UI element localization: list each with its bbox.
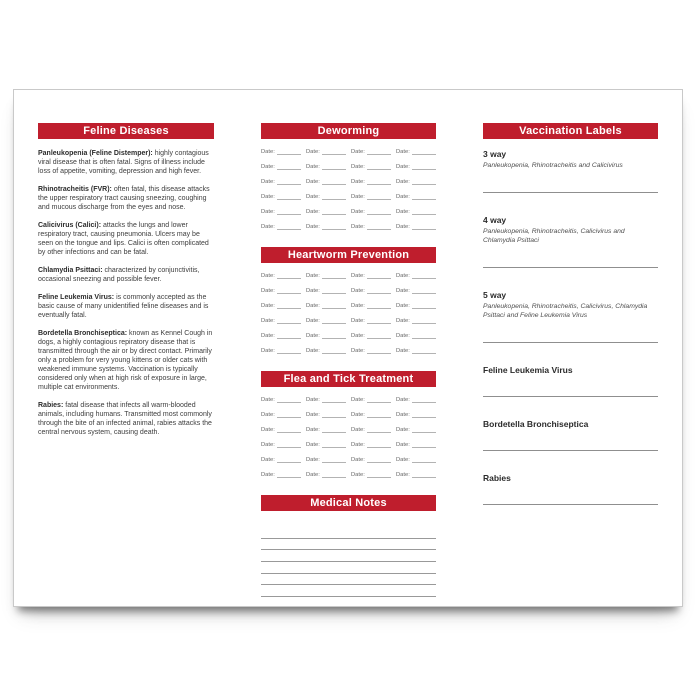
date-blank-line (277, 169, 301, 170)
date-field (306, 158, 346, 173)
date-field (351, 406, 391, 421)
date-label: Date: (396, 273, 410, 279)
date-blank-line (322, 323, 346, 324)
date-label: Date: (396, 412, 410, 418)
date-field (396, 421, 436, 436)
date-label: Date: (306, 333, 320, 339)
date-grid (261, 267, 436, 357)
disease-term: Feline Leukemia Virus: (38, 294, 115, 301)
date-blank-line (277, 432, 301, 433)
date-label: Date: (396, 472, 410, 478)
date-blank-line (277, 462, 301, 463)
vaccine-entry (483, 343, 658, 397)
date-field (261, 173, 301, 188)
date-label: Date: (306, 179, 320, 185)
date-field (351, 173, 391, 188)
date-field (351, 436, 391, 451)
date-blank-line (367, 432, 391, 433)
vaccine-entry (483, 268, 658, 343)
section-flea-and-tick-treatment (261, 371, 436, 481)
date-blank-line (367, 229, 391, 230)
date-blank-line (412, 323, 436, 324)
date-field (306, 297, 346, 312)
disease-description: often fatal, this disease attacks the upper respiratory tract causing sneezing, coughing and mucous discharge from the eyes and nose. (38, 186, 210, 211)
vaccine-description: Panleukopenia, Rhinotracheitis, Calicivirus and Chlamydia Psittaci (483, 228, 625, 244)
date-field (261, 436, 301, 451)
disease-description: fatal disease that infects all warm-blooded animals, including humans. Transmitted most commonly through the bite of an infected animal, rabies attacks the central nervous system, causing death. (38, 402, 212, 436)
date-label: Date: (396, 397, 410, 403)
vaccine-title: 5 way (483, 290, 507, 300)
date-blank-line (322, 169, 346, 170)
date-label: Date: (261, 209, 275, 215)
vaccine-title: Feline Leukemia Virus (483, 365, 573, 375)
date-grid (261, 391, 436, 481)
date-field (306, 173, 346, 188)
date-label: Date: (396, 224, 410, 230)
date-label: Date: (351, 318, 365, 324)
date-blank-line (412, 462, 436, 463)
date-label: Date: (306, 149, 320, 155)
disease-term: Calicivirus (Calici): (38, 222, 102, 229)
date-label: Date: (261, 442, 275, 448)
vaccine-entry (483, 397, 658, 451)
section-header: Flea and Tick Treatment (261, 371, 436, 387)
date-blank-line (367, 323, 391, 324)
date-label: Date: (396, 194, 410, 200)
date-blank-line (412, 447, 436, 448)
date-blank-line (367, 447, 391, 448)
date-field (261, 421, 301, 436)
date-blank-line (367, 417, 391, 418)
date-blank-line (412, 308, 436, 309)
date-blank-line (277, 447, 301, 448)
date-blank-line (367, 462, 391, 463)
date-label: Date: (261, 318, 275, 324)
vaccine-entry (483, 451, 658, 505)
date-field (351, 327, 391, 342)
date-blank-line (367, 308, 391, 309)
date-label: Date: (261, 194, 275, 200)
date-field (351, 143, 391, 158)
date-field (261, 218, 301, 233)
date-label: Date: (351, 412, 365, 418)
date-field (396, 391, 436, 406)
date-field (261, 297, 301, 312)
disease-description: known as Kennel Cough in dogs, a highly contagious repiratory disease that is transmitted through the air or by direct contact. Primarily only a problem for very young kittens or older cats with weakened immune systems. Vaccination is typically considered only when at high risk of exposure in large, multiple cat environments. (38, 330, 213, 391)
date-field (306, 421, 346, 436)
date-field (396, 267, 436, 282)
section-medical-notes (261, 495, 436, 597)
date-blank-line (367, 293, 391, 294)
date-label: Date: (396, 318, 410, 324)
date-field (351, 203, 391, 218)
date-field (306, 203, 346, 218)
date-field (261, 342, 301, 357)
date-label: Date: (261, 149, 275, 155)
date-blank-line (412, 432, 436, 433)
date-blank-line (277, 278, 301, 279)
date-blank-line (412, 477, 436, 478)
date-label: Date: (351, 457, 365, 463)
date-label: Date: (396, 209, 410, 215)
date-label: Date: (351, 194, 365, 200)
date-label: Date: (306, 318, 320, 324)
date-label: Date: (306, 457, 320, 463)
date-blank-line (412, 293, 436, 294)
date-label: Date: (261, 457, 275, 463)
date-label: Date: (306, 273, 320, 279)
date-field (351, 282, 391, 297)
vaccine-description: Panleukopenia, Rhinotracheitis and Calicivirus (483, 162, 623, 169)
date-blank-line (412, 169, 436, 170)
date-label: Date: (306, 472, 320, 478)
disease-term: Rhinotracheitis (FVR): (38, 186, 112, 193)
date-blank-line (412, 154, 436, 155)
disease-paragraph (38, 401, 214, 437)
disease-paragraph (38, 329, 214, 392)
section-header: Deworming (261, 123, 436, 139)
date-label: Date: (306, 442, 320, 448)
date-field (261, 282, 301, 297)
date-field (306, 218, 346, 233)
date-field (306, 327, 346, 342)
date-label: Date: (396, 427, 410, 433)
date-label: Date: (261, 273, 275, 279)
note-lines (261, 527, 436, 597)
date-field (396, 203, 436, 218)
date-label: Date: (351, 397, 365, 403)
document-sheet (13, 89, 683, 607)
date-blank-line (322, 432, 346, 433)
disease-term: Rabies: (38, 402, 64, 409)
date-label: Date: (351, 303, 365, 309)
date-field (396, 312, 436, 327)
date-label: Date: (351, 179, 365, 185)
date-blank-line (277, 199, 301, 200)
date-blank-line (322, 154, 346, 155)
disease-paragraph (38, 221, 214, 257)
date-label: Date: (396, 333, 410, 339)
date-blank-line (322, 278, 346, 279)
date-blank-line (277, 229, 301, 230)
disease-term: Bordetella Bronchiseptica: (38, 330, 128, 337)
date-field (261, 203, 301, 218)
date-field (396, 282, 436, 297)
note-blank-line (261, 539, 436, 551)
date-field (261, 312, 301, 327)
date-field (396, 218, 436, 233)
date-label: Date: (306, 412, 320, 418)
date-label: Date: (396, 303, 410, 309)
section-heartworm-prevention (261, 247, 436, 357)
date-label: Date: (351, 273, 365, 279)
date-label: Date: (306, 164, 320, 170)
date-field (351, 267, 391, 282)
date-blank-line (277, 338, 301, 339)
date-label: Date: (396, 179, 410, 185)
date-field (306, 436, 346, 451)
date-field (396, 406, 436, 421)
date-label: Date: (306, 209, 320, 215)
date-label: Date: (306, 427, 320, 433)
date-field (396, 451, 436, 466)
disease-description: highly contagious viral disease that is often fatal. Signs of illness include loss of appetite, vomiting, depression and high fever. (38, 150, 209, 175)
disease-description: characterized by conjunctivitis, occasional sneezing and possible fever. (38, 267, 200, 283)
date-blank-line (367, 214, 391, 215)
date-blank-line (412, 353, 436, 354)
date-label: Date: (261, 427, 275, 433)
date-label: Date: (306, 224, 320, 230)
disease-term: Chlamydia Psittaci: (38, 267, 103, 274)
disease-paragraph (38, 293, 214, 320)
date-blank-line (277, 184, 301, 185)
date-blank-line (277, 402, 301, 403)
date-blank-line (412, 229, 436, 230)
date-field (396, 436, 436, 451)
date-field (261, 451, 301, 466)
date-field (261, 327, 301, 342)
date-blank-line (277, 417, 301, 418)
date-label: Date: (351, 209, 365, 215)
date-blank-line (322, 477, 346, 478)
date-field (306, 466, 346, 481)
date-field (351, 451, 391, 466)
date-field (396, 188, 436, 203)
section-header: Medical Notes (261, 495, 436, 511)
date-blank-line (367, 338, 391, 339)
date-blank-line (277, 353, 301, 354)
date-label: Date: (351, 149, 365, 155)
date-field (396, 327, 436, 342)
date-label: Date: (351, 288, 365, 294)
date-label: Date: (396, 348, 410, 354)
date-blank-line (322, 338, 346, 339)
date-blank-line (322, 402, 346, 403)
vaccine-title: 4 way (483, 215, 507, 225)
date-field (306, 451, 346, 466)
date-field (306, 188, 346, 203)
date-field (261, 188, 301, 203)
date-label: Date: (306, 397, 320, 403)
date-field (396, 173, 436, 188)
disease-paragraph (38, 266, 214, 284)
date-blank-line (322, 184, 346, 185)
date-blank-line (277, 477, 301, 478)
date-blank-line (322, 214, 346, 215)
date-blank-line (412, 278, 436, 279)
date-field (351, 158, 391, 173)
disease-list (38, 149, 214, 437)
disease-paragraph (38, 185, 214, 212)
date-label: Date: (261, 224, 275, 230)
date-label: Date: (306, 288, 320, 294)
date-field (351, 312, 391, 327)
date-label: Date: (351, 472, 365, 478)
date-label: Date: (396, 149, 410, 155)
note-blank-line (261, 550, 436, 562)
date-field (306, 406, 346, 421)
vaccine-entry-list (483, 139, 658, 505)
date-field (396, 158, 436, 173)
date-label: Date: (351, 348, 365, 354)
date-blank-line (367, 353, 391, 354)
vaccine-entry (483, 193, 658, 268)
date-field (351, 342, 391, 357)
date-blank-line (367, 154, 391, 155)
vaccine-entry (483, 139, 658, 193)
feline-diseases-column (38, 123, 214, 437)
date-field (261, 391, 301, 406)
date-field (306, 391, 346, 406)
vaccine-description: Panleukopenia, Rhinotracheitis, Calicivirus, Chlamydia Psittaci and Feline Leukemia Virus (483, 303, 648, 319)
date-label: Date: (261, 303, 275, 309)
date-label: Date: (261, 288, 275, 294)
date-field (351, 188, 391, 203)
vaccine-title: 3 way (483, 149, 507, 159)
date-label: Date: (351, 427, 365, 433)
date-field (351, 466, 391, 481)
date-blank-line (322, 417, 346, 418)
date-field (396, 466, 436, 481)
date-blank-line (277, 293, 301, 294)
date-label: Date: (396, 457, 410, 463)
date-blank-line (322, 462, 346, 463)
date-label: Date: (261, 412, 275, 418)
date-blank-line (412, 214, 436, 215)
date-blank-line (367, 278, 391, 279)
date-field (261, 267, 301, 282)
disease-description: attacks the lungs and lower respiratory tract, causing pneumonia. Ulcers may be seen on the tongue and lips. Calici is often complicated by other infections and can be fatal. (38, 222, 209, 256)
date-label: Date: (351, 333, 365, 339)
date-label: Date: (351, 442, 365, 448)
date-label: Date: (261, 179, 275, 185)
date-blank-line (412, 417, 436, 418)
vaccination-labels-header: Vaccination Labels (483, 123, 658, 139)
date-blank-line (277, 308, 301, 309)
date-blank-line (322, 293, 346, 294)
date-field (396, 297, 436, 312)
feline-diseases-header: Feline Diseases (38, 123, 214, 139)
date-blank-line (412, 402, 436, 403)
date-blank-line (367, 199, 391, 200)
date-blank-line (322, 353, 346, 354)
date-label: Date: (396, 442, 410, 448)
disease-term: Panleukopenia (Feline Distemper): (38, 150, 153, 157)
date-blank-line (412, 338, 436, 339)
date-blank-line (412, 184, 436, 185)
date-blank-line (322, 308, 346, 309)
date-field (261, 466, 301, 481)
date-label: Date: (396, 164, 410, 170)
date-label: Date: (306, 348, 320, 354)
date-blank-line (322, 229, 346, 230)
date-label: Date: (261, 164, 275, 170)
date-blank-line (367, 169, 391, 170)
treatment-log-column (261, 123, 436, 611)
section-deworming (261, 123, 436, 233)
vaccine-title: Rabies (483, 473, 511, 483)
entry-divider (483, 504, 658, 505)
date-field (351, 297, 391, 312)
date-field (306, 342, 346, 357)
date-field (351, 218, 391, 233)
date-blank-line (277, 214, 301, 215)
date-field (306, 282, 346, 297)
date-field (396, 342, 436, 357)
date-blank-line (412, 199, 436, 200)
date-field (396, 143, 436, 158)
date-blank-line (367, 402, 391, 403)
note-blank-line (261, 562, 436, 574)
note-blank-line (261, 574, 436, 586)
date-field (351, 421, 391, 436)
date-field (351, 391, 391, 406)
date-blank-line (322, 199, 346, 200)
vaccination-labels-column (483, 123, 658, 505)
date-field (261, 406, 301, 421)
date-blank-line (277, 154, 301, 155)
date-field (261, 158, 301, 173)
date-label: Date: (261, 348, 275, 354)
note-blank-line (261, 585, 436, 597)
date-label: Date: (351, 164, 365, 170)
date-grid (261, 143, 436, 233)
date-label: Date: (351, 224, 365, 230)
date-label: Date: (306, 303, 320, 309)
note-blank-line (261, 527, 436, 539)
date-label: Date: (261, 397, 275, 403)
date-label: Date: (396, 288, 410, 294)
date-label: Date: (261, 472, 275, 478)
disease-description: is commonly accepted as the basic cause of many unidentified feline diseases and is eventually fatal. (38, 294, 209, 319)
vaccine-title: Bordetella Bronchiseptica (483, 419, 589, 429)
date-blank-line (367, 184, 391, 185)
section-header: Heartworm Prevention (261, 247, 436, 263)
date-field (306, 312, 346, 327)
disease-paragraph (38, 149, 214, 176)
date-blank-line (367, 477, 391, 478)
date-blank-line (322, 447, 346, 448)
date-label: Date: (261, 333, 275, 339)
date-blank-line (277, 323, 301, 324)
date-field (261, 143, 301, 158)
date-field (306, 267, 346, 282)
date-field (306, 143, 346, 158)
date-label: Date: (306, 194, 320, 200)
